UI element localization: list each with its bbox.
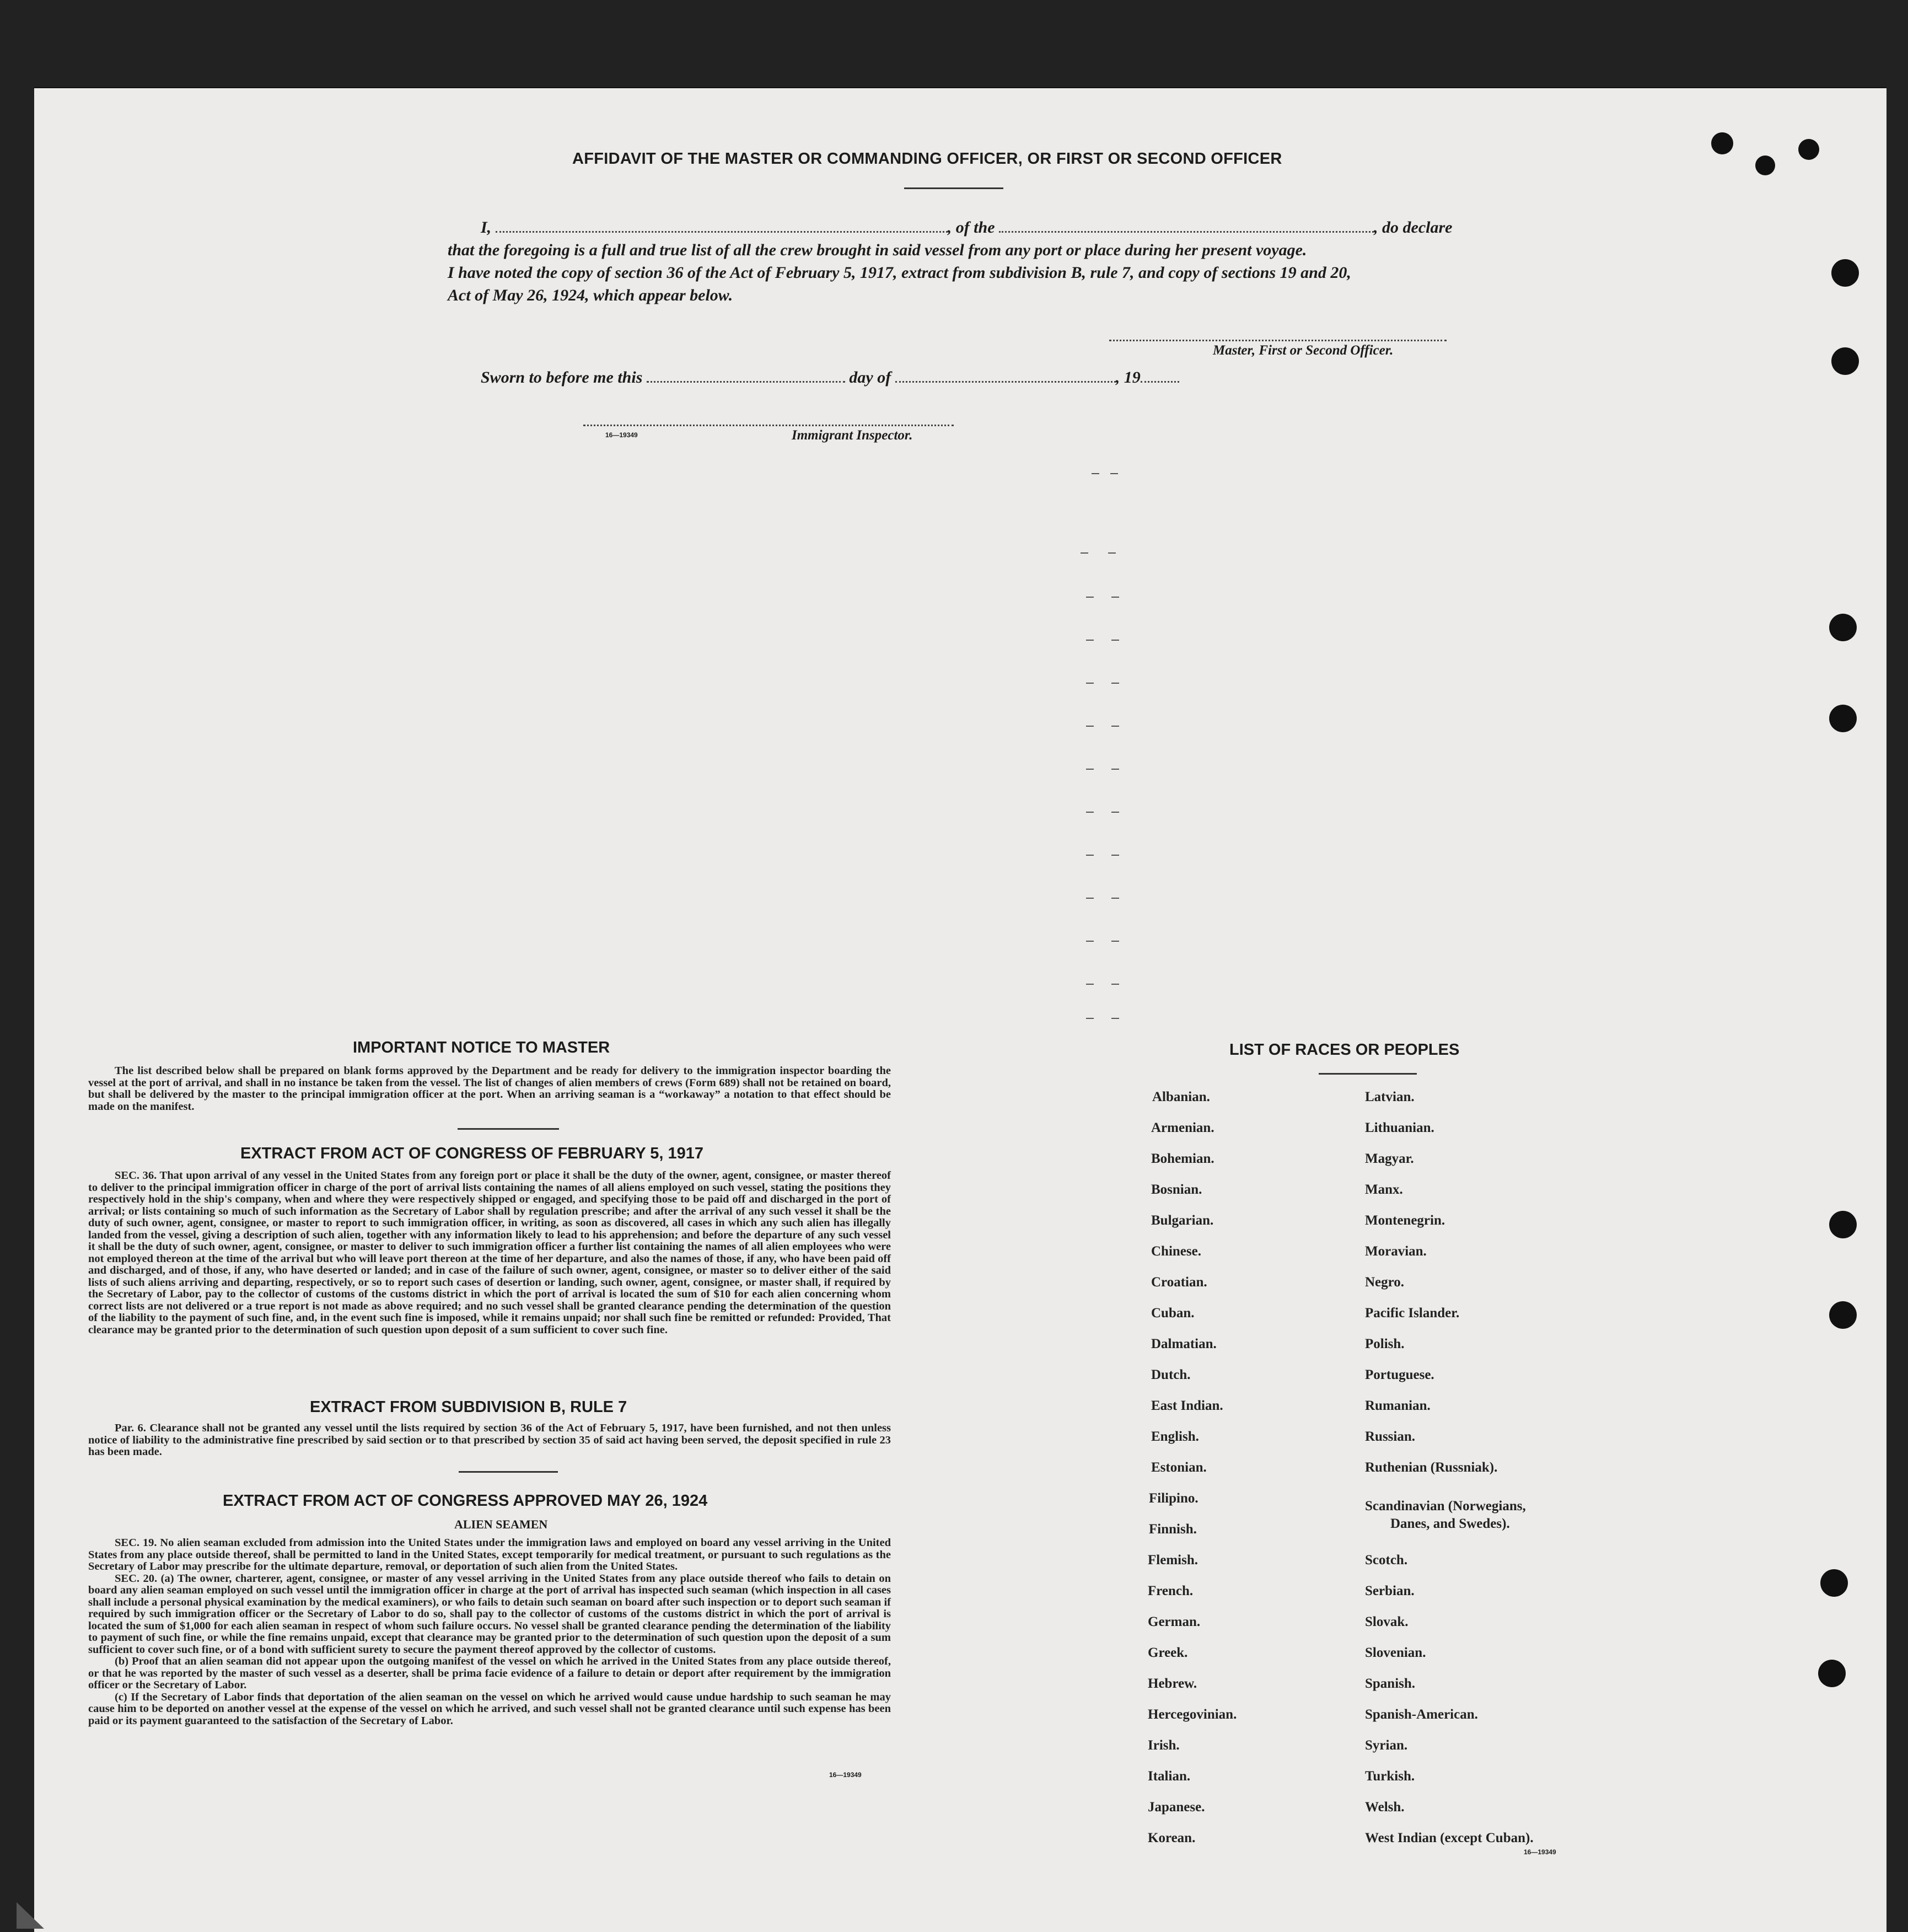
- rule7-title: EXTRACT FROM SUBDIVISION B, RULE 7: [310, 1398, 627, 1416]
- affidavit-line2: that the foregoing is a full and true list of all the crew brought in said vessel from any port or place during her present voyage.: [448, 241, 1307, 259]
- form-number: 16—19349: [829, 1771, 862, 1779]
- race-item: Dutch.: [1151, 1367, 1191, 1382]
- race-item: Negro.: [1365, 1275, 1405, 1290]
- race-item: Italian.: [1148, 1769, 1191, 1784]
- sec-36-text: SEC. 36. That upon arrival of any vessel in the United States from any foreign port or place it shall be the duty of the owner, agent, consignee, or master thereof to deliver to the principal immigration officer in charge of the port of arrival lists containing the names of all aliens employed on such vessel, stating the positions they respectively hold in the ship's company, when and where they were respectively shipped or engaged, and specifying those to be paid off and discharged in the port of arrival; or lists containing so much of such information as the Secretary of Labor shall by regulation prescribe; and after the arrival of any such vessel it shall be the duty of such owner, agent, consignee, or master to report to such immigration officer, in writing, as soon as discovered, all cases in which any such alien has illegally landed from the vessel, giving a description of such alien, together with any information likely to lead to his apprehension; and before the departure of any such vessel it shall be the duty of such owner, agent, consignee, or master to deliver to such immigration officer a further list containing the names of all alien employees who were not employed thereon at the time of the arrival but who will leave port thereon at the time of her departure, and also the names of those, if any, who have been paid off and discharged, and of those, if any, who have deserted or landed; and in case of the failure of such owner, agent, consignee, or master so to deliver either of the said lists of such aliens arriving and departing, respectively, or so to report such cases of desertion or landing, such owner, agent, consignee, or master shall, if required by the Secretary of Labor, pay to the collector of customs of the customs district in which the port of arrival is located the sum of $10 for each alien concerning whom correct lists are not delivered or a true report is not made as above required; and no such vessel shall be granted clearance pending the determination of the question of the liability to the payment of such fine, and, in the event such fine is imposed, while it remains unpaid; nor shall such fine be remitted or refunded: Provided, That clearance may be granted prior to the determination of such question upon deposit of a sum sufficient to cover such fine.: [88, 1169, 891, 1336]
- race-item: Japanese.: [1148, 1800, 1205, 1815]
- race-item: Albanian.: [1152, 1090, 1210, 1104]
- race-item: Slovak.: [1365, 1614, 1409, 1629]
- punch-hole: [1829, 1301, 1857, 1329]
- notice-title: IMPORTANT NOTICE TO MASTER: [353, 1039, 610, 1056]
- race-item: German.: [1148, 1614, 1201, 1629]
- race-item: Rumanian.: [1365, 1398, 1431, 1413]
- sec-20c-text: (c) If the Secretary of Labor finds that deportation of the alien seaman on the vessel on which he arrived would cause undue hardship to such seaman he may cause him to be deported on another vessel at the expense of the vessel on which he arrived, and such vessel shall not be granted clearance until such expense has been paid or its payment guaranteed to the satisfaction of the Secretary of Labor.: [88, 1690, 891, 1727]
- master-signature-label: Master, First or Second Officer.: [1213, 343, 1394, 358]
- punch-hole: [1798, 139, 1819, 160]
- race-item: Moravian.: [1365, 1244, 1427, 1259]
- race-item: Hercegovinian.: [1148, 1707, 1237, 1722]
- race-item: Slovenian.: [1365, 1645, 1426, 1660]
- race-item: Syrian.: [1365, 1738, 1408, 1753]
- corner-tab-mark: [11, 1897, 50, 1932]
- race-item: Armenian.: [1151, 1120, 1214, 1135]
- race-item: Polish.: [1365, 1337, 1405, 1351]
- affidavit-line3: I have noted the copy of section 36 of the Act of February 5, 1917, extract from subdivision B, rule 7, and copy of sections 19 and 20,: [448, 264, 1351, 282]
- master-signature-line: [1109, 340, 1447, 341]
- punch-hole: [1820, 1569, 1848, 1597]
- divider: [458, 1128, 559, 1130]
- sworn-label: Sworn to before me this: [481, 368, 643, 387]
- race-item: Montenegrin.: [1365, 1213, 1445, 1228]
- name-blank: [496, 231, 948, 233]
- race-item: Welsh.: [1365, 1800, 1405, 1815]
- race-item: Irish.: [1148, 1738, 1180, 1753]
- extract-1924-body: [88, 1537, 891, 1727]
- year-prefix: , 19: [1115, 368, 1141, 387]
- inspector-label: Immigrant Inspector.: [792, 428, 913, 443]
- punch-hole: [1831, 347, 1859, 375]
- extract-1917-title: EXTRACT FROM ACT OF CONGRESS OF FEBRUARY 5, 1917: [240, 1145, 704, 1162]
- race-item: Manx.: [1365, 1182, 1403, 1197]
- punch-hole: [1829, 1211, 1857, 1238]
- race-item: Filipino.: [1149, 1491, 1198, 1506]
- extract-1917-body: [88, 1170, 891, 1336]
- race-item: Bohemian.: [1151, 1151, 1214, 1166]
- punch-hole: [1818, 1660, 1846, 1687]
- race-item: Cuban.: [1151, 1306, 1195, 1321]
- race-item: West Indian (except Cuban).: [1365, 1831, 1534, 1845]
- do-declare-label: , do declare: [1374, 218, 1453, 237]
- race-item: Portuguese.: [1365, 1367, 1434, 1382]
- day-of-label: day of: [849, 368, 891, 387]
- divider: [1319, 1073, 1417, 1075]
- notice-body: [88, 1065, 891, 1113]
- par6-text: Par. 6. Clearance shall not be granted any vessel until the lists required by section 36 of the Act of February 5, 1917, have been furnished, and not then unless notice of liability to the administrative fine prescribed by said section or to that prescribed by section 35 of said act having been served, the deposit specified in rule 23 has been made.: [88, 1422, 891, 1458]
- race-item: Serbian.: [1365, 1584, 1415, 1598]
- race-item: Ruthenian (Russniak).: [1365, 1460, 1498, 1475]
- divider: [904, 187, 1003, 189]
- race-item: Chinese.: [1151, 1244, 1201, 1259]
- race-item: Scotch.: [1365, 1553, 1408, 1568]
- inspector-signature-line: [583, 425, 954, 426]
- punch-hole: [1829, 614, 1857, 641]
- race-item: Scandinavian (Norwegians,: [1365, 1499, 1526, 1514]
- race-item: Flemish.: [1148, 1553, 1198, 1568]
- race-item: Lithuanian.: [1365, 1120, 1434, 1135]
- notice-text: The list described below shall be prepared on blank forms approved by the Department and be ready for delivery to the immigration inspector boarding the vessel at the port of arrival, and shall in no instance be taken from the vessel. The list of changes of alien members of crews (Form 689) shall not be retained on board, but shall be delivered by the master to the principal immigration officer at the port. When an arriving seaman is a “workaway” a notation to that effect should be made on the manifest.: [88, 1065, 891, 1113]
- race-item: Danes, and Swedes).: [1390, 1516, 1510, 1531]
- form-number: 16—19349: [1524, 1848, 1556, 1856]
- race-item: Dalmatian.: [1151, 1337, 1217, 1351]
- race-item: East Indian.: [1151, 1398, 1223, 1413]
- year-blank: [1141, 381, 1179, 383]
- race-item: Magyar.: [1365, 1151, 1414, 1166]
- race-item: Hebrew.: [1148, 1676, 1197, 1691]
- divider: [459, 1471, 558, 1473]
- race-item: English.: [1151, 1429, 1199, 1444]
- race-item: Turkish.: [1365, 1769, 1415, 1784]
- races-title: LIST OF RACES OR PEOPLES: [1229, 1041, 1460, 1059]
- vessel-blank: [999, 231, 1374, 233]
- affidavit-title: AFFIDAVIT OF THE MASTER OR COMMANDING OFFICER, OR FIRST OR SECOND OFFICER: [572, 150, 1282, 168]
- rule7-body: [88, 1423, 891, 1458]
- race-item: Spanish-American.: [1365, 1707, 1478, 1722]
- race-item: Spanish.: [1365, 1676, 1416, 1691]
- race-item: Bosnian.: [1151, 1182, 1202, 1197]
- sec-20a-text: SEC. 20. (a) The owner, charterer, agent, consignee, or master of any vessel arriving in the United States from any place outside thereof who fails to detain on board any alien seaman employed on such vessel until the immigration officer in charge at the port of arrival has inspected such seaman (which inspection in all cases shall include a personal physical examination by the medical examiners), or who fails to detain such seaman on board after such inspection or to deport such seaman if required by such immigration officer or the Secretary of Labor to do so, shall pay to the collector of customs of the customs district in which the port of arrival is located the sum of $1,000 for each alien seaman in respect of whom such failure occurs. No vessel shall be granted clearance pending the determination of the liability to payment of such fine, or while the fine remains unpaid, except that clearance may be granted prior to the determination of such question upon the deposit of a sum sufficient to cover such fine, or of a bond with sufficient surety to secure the payment thereof approved by the collector of customs.: [88, 1572, 891, 1656]
- punch-hole: [1831, 259, 1859, 287]
- race-item: Russian.: [1365, 1429, 1416, 1444]
- month-blank: [895, 381, 1116, 383]
- race-item: French.: [1148, 1584, 1194, 1598]
- sec-20b-text: (b) Proof that an alien seaman did not appear upon the outgoing manifest of the vessel on which he arrived in the United States from any place outside thereof, or that he was reported by the master of such vessel as a deserter, shall be prima facie evidence of a failure to detain or deport after requirement by the immigration officer or the Secretary of Labor.: [88, 1655, 891, 1691]
- race-item: Estonian.: [1151, 1460, 1207, 1475]
- punch-hole: [1829, 705, 1857, 732]
- race-item: Pacific Islander.: [1365, 1306, 1460, 1321]
- punch-hole: [1755, 155, 1775, 175]
- race-item: Finnish.: [1149, 1522, 1197, 1537]
- race-item: Korean.: [1148, 1831, 1196, 1845]
- sworn-line: [481, 368, 1179, 387]
- affidavit-i-label: I,: [481, 218, 492, 237]
- race-item: Croatian.: [1151, 1275, 1207, 1290]
- affidavit-line1: [481, 218, 1452, 237]
- punch-hole: [1711, 132, 1733, 154]
- alien-seamen-subtitle: ALIEN SEAMEN: [454, 1517, 548, 1531]
- race-item: Greek.: [1148, 1645, 1188, 1660]
- race-item: Latvian.: [1365, 1090, 1415, 1104]
- day-blank: [647, 381, 845, 383]
- sec-19-text: SEC. 19. No alien seaman excluded from admission into the United States under the immigration laws and employed on board any vessel arriving in the United States from any place outside thereof, shall be permitted to land in the United States, except temporarily for medical treatment, or pursuant to such regulations as the Secretary of Labor may prescribe for the ultimate departure, removal, or deportation of such alien from the United States.: [88, 1537, 891, 1573]
- form-number: 16—19349: [605, 431, 638, 439]
- affidavit-line4: Act of May 26, 1924, which appear below.: [448, 286, 733, 304]
- of-the-label: , of the: [947, 218, 995, 237]
- extract-1924-title: EXTRACT FROM ACT OF CONGRESS APPROVED MAY 26, 1924: [223, 1492, 708, 1510]
- race-item: Bulgarian.: [1151, 1213, 1214, 1228]
